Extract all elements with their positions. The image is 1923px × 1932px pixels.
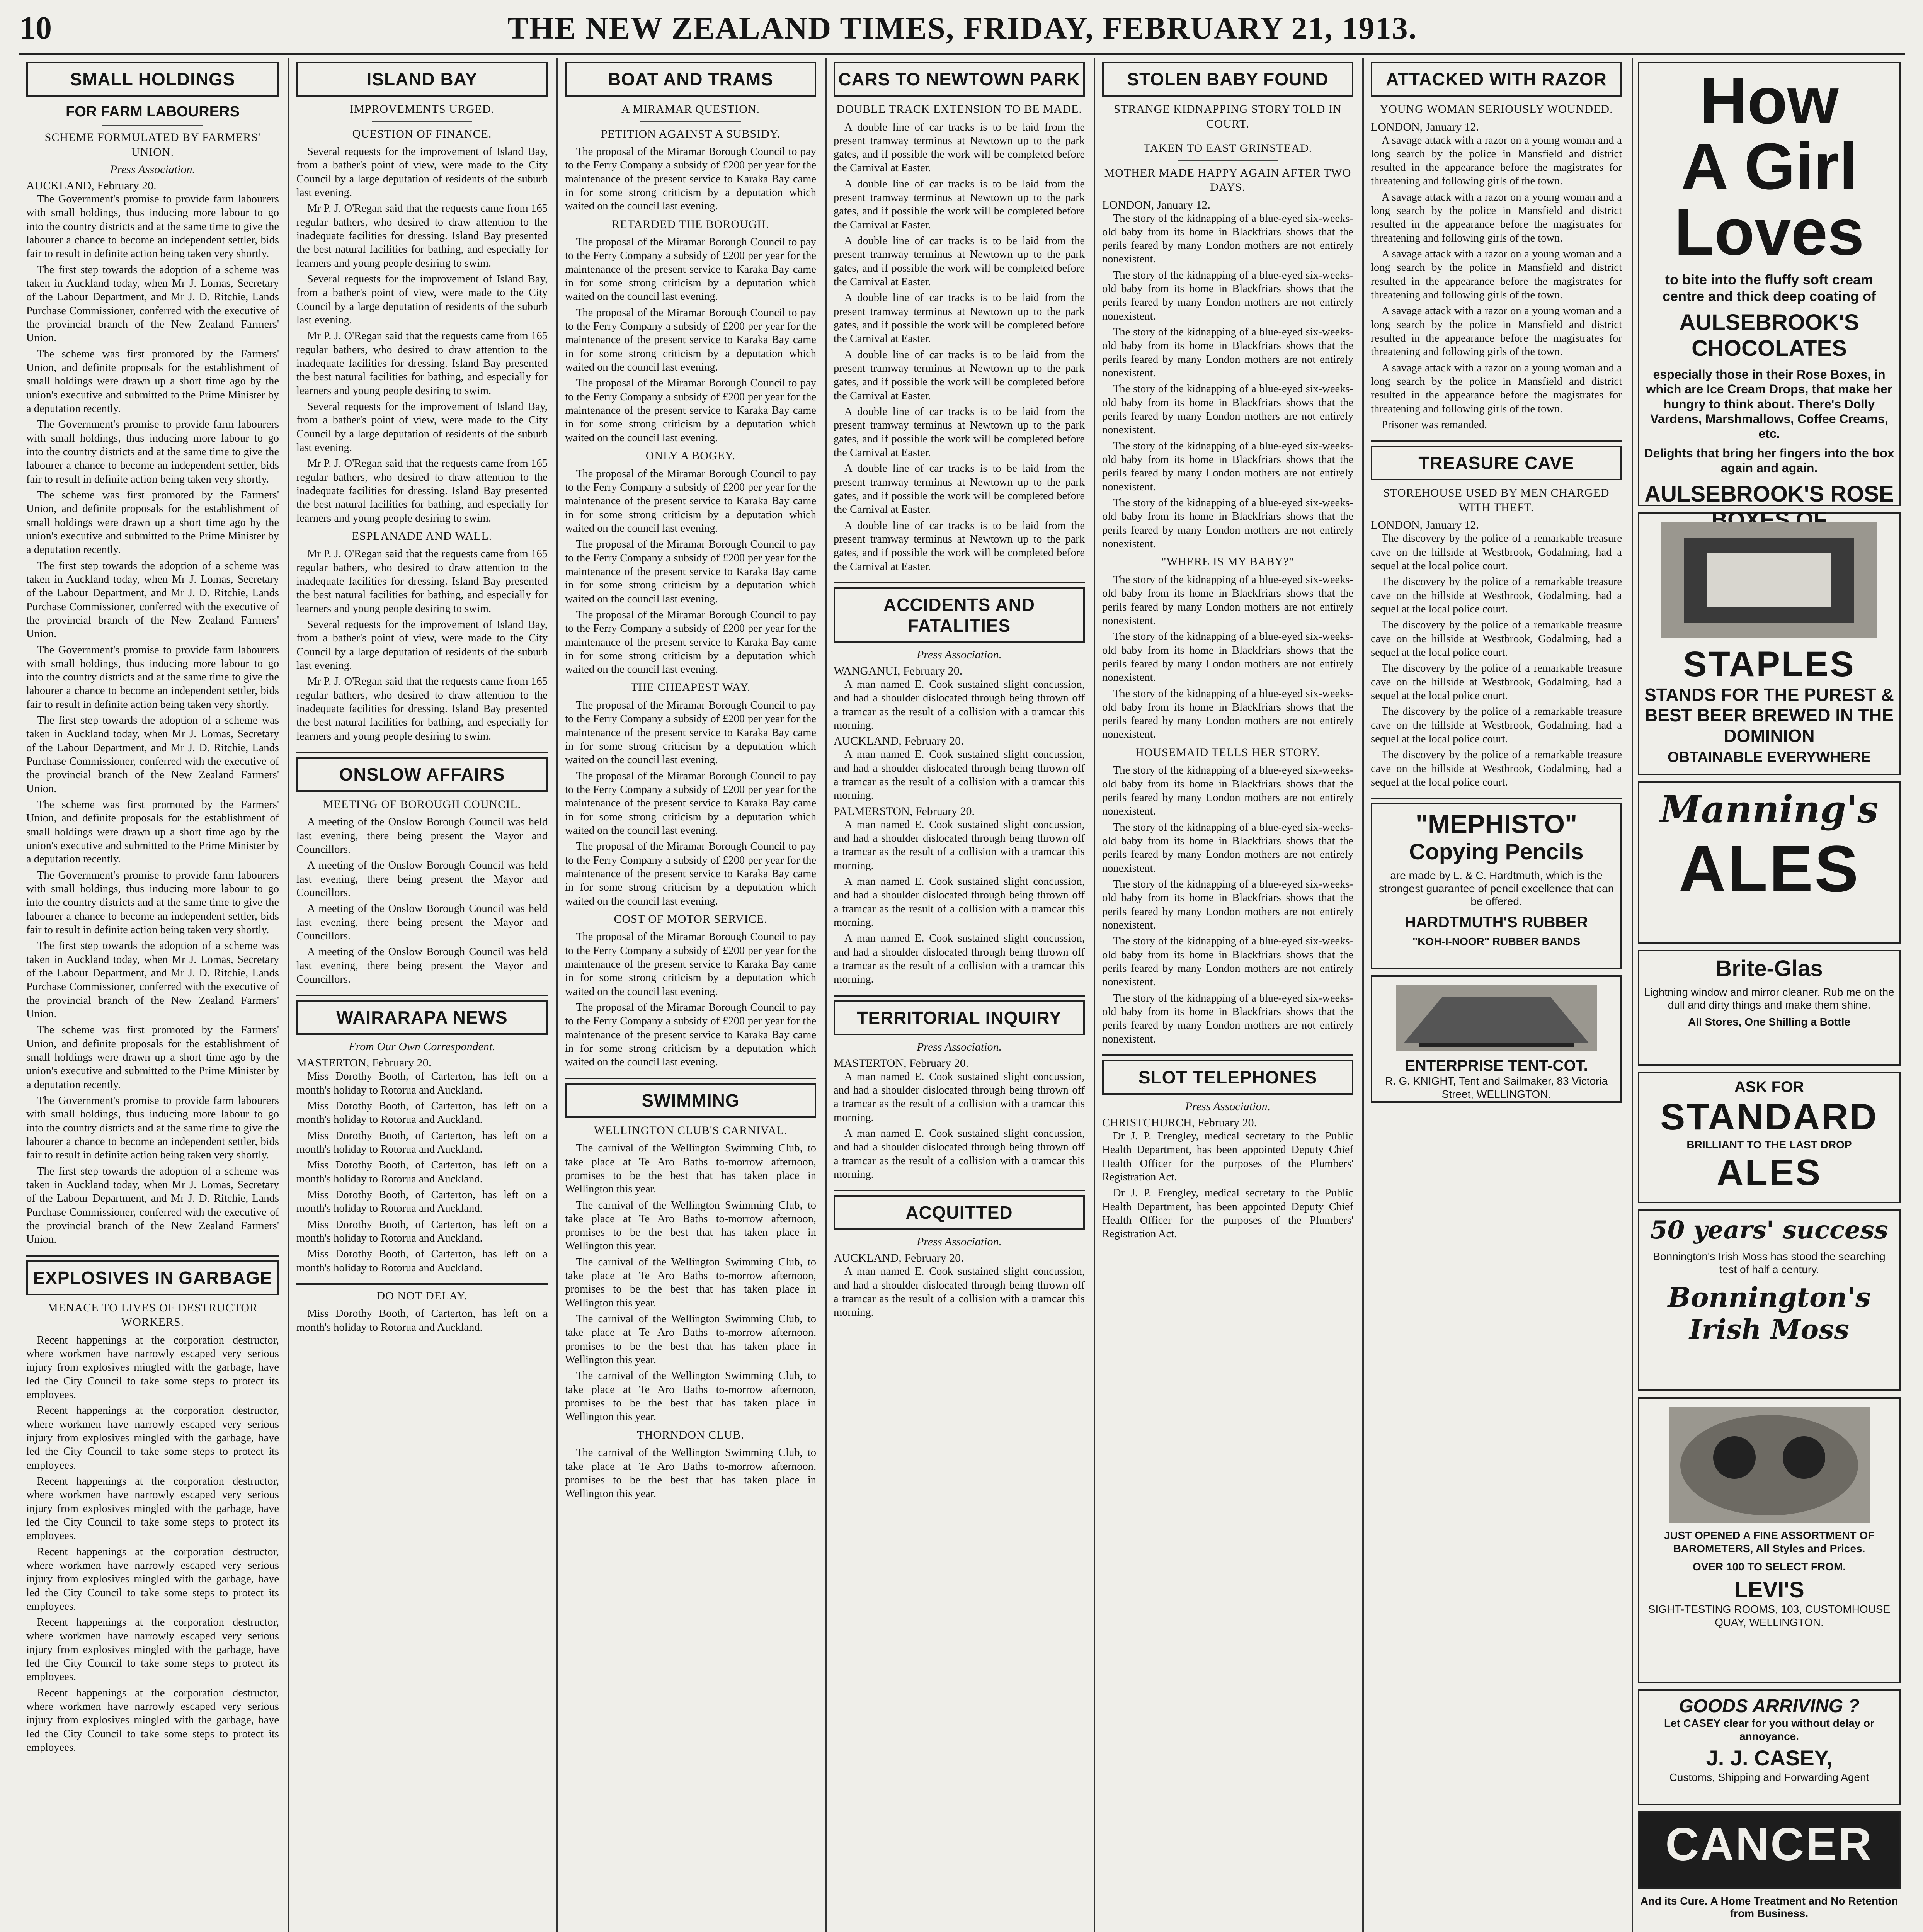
byline: Press Association. <box>916 1235 1002 1248</box>
article-deck: TAKEN TO EAST GRINSTEAD. <box>1143 142 1312 155</box>
ad-brand: STAPLES <box>1683 645 1855 684</box>
face-illustration <box>1669 1407 1870 1523</box>
paragraph: Recent happenings at the corporation destructor, where workmen have narrowly escaped very serious injury from explosives mingled with the garbage, have led the City Council to take some steps to protect its employees. <box>26 1405 279 1471</box>
paragraph: The story of the kidnapping of a blue-eyed six-weeks-old baby from its home in Blackfriars shows that the perils feared by many London mothers are not entirely nonexistent. <box>1102 992 1353 1045</box>
paragraph: The discovery by the police of a remarkable treasure cave on the hillside at Westbrook, Godalming, had a sequel at the local police court. <box>1371 532 1622 572</box>
section-divider <box>296 995 548 996</box>
paragraph: Miss Dorothy Booth, of Carterton, has left on a month's holiday to Rotorua and Auckland. <box>296 1308 548 1333</box>
paragraph: The story of the kidnapping of a blue-eyed six-weeks-old baby from its home in Blackfriars shows that the perils feared by many London mothers are not entirely nonexistent. <box>1102 878 1353 931</box>
paragraph: Recent happenings at the corporation destructor, where workmen have narrowly escaped very serious injury from explosives mingled with the garbage, have led the City Council to take some steps to protect its employees. <box>26 1475 279 1542</box>
paragraph: A man named E. Cook sustained slight concussion, and had a shoulder dislocated through being thrown off a tramcar as the result of a collision with a tramcar this morning. <box>834 1127 1085 1180</box>
paragraph: Dr J. P. Frengley, medical secretary to the Public Health Department, has been appointed Deputy Chief Health Officer for the purposes of the Plumbers' Registration Act. <box>1102 1130 1353 1183</box>
paragraph: A man named E. Cook sustained slight concussion, and had a shoulder dislocated through being thrown off a tramcar as the result of a collision with a tramcar this morning. <box>834 1070 1085 1124</box>
ad-brand: LEVI'S <box>1734 1577 1804 1602</box>
dateline: MASTERTON, February 20. <box>834 1056 969 1070</box>
ad-text: OBTAINABLE EVERYWHERE <box>1668 749 1871 765</box>
paragraph: The story of the kidnapping of a blue-eyed six-weeks-old baby from its home in Blackfriars shows that the perils feared by many London mothers are not entirely nonexistent. <box>1102 383 1353 436</box>
article-subhead: THORNDON CLUB. <box>637 1428 744 1441</box>
paragraph: The proposal of the Miramar Borough Council to pay to the Ferry Company a subsidy of £200 per year for the maintenance of the present service to Karaka Bay came in for some strong criticism by a deputation which waited on the council last evening. <box>565 236 816 303</box>
article-headline: ACCIDENTS AND FATALITIES <box>834 587 1085 643</box>
paragraph: The proposal of the Miramar Borough Council to pay to the Ferry Company a subsidy of £200 per year for the maintenance of the present service to Karaka Bay came in for some strong criticism by a deputation which waited on the council last evening. <box>565 770 816 837</box>
paragraph: A savage attack with a razor on a young woman and a long search by the police in Mansfield and district resulted in the appearance before the magistrates for threatening and following girls of the town. <box>1371 191 1622 244</box>
section-divider <box>834 995 1085 997</box>
section-divider <box>834 1190 1085 1191</box>
ad-text: STANDS FOR THE PUREST & BEST BEER BREWED IN THE DOMINION <box>1644 685 1894 746</box>
paragraph: A double line of car tracks is to be laid from the present tramway terminus at Newtown up to the park gates, and if possible the work will be completed before the Carnival at Easter. <box>834 235 1085 288</box>
ad-brand: AULSEBROOK'S ROSE BOXES OF <box>1644 481 1894 533</box>
paragraph: The story of the kidnapping of a blue-eyed six-weeks-old baby from its home in Blackfriars shows that the perils feared by many London mothers are not entirely nonexistent. <box>1102 440 1353 493</box>
dateline: WANGANUI, February 20. <box>834 665 963 677</box>
paragraph: The carnival of the Wellington Swimming Club, to take place at Te Aro Baths to-morrow afternoon, promises to be the best that has taken place in Wellington this year. <box>565 1142 816 1196</box>
ad-text: HARDTMUTH'S RUBBER <box>1405 913 1588 931</box>
ad-text: R. G. KNIGHT, Tent and Sailmaker, 83 Victoria Street, WELLINGTON. <box>1385 1075 1608 1100</box>
article-deck: IMPROVEMENTS URGED. <box>349 103 495 116</box>
paragraph: Several requests for the improvement of Island Bay, from a bather's point of view, were made to the City Council by a large deputation of residents of the suburb last evening. <box>296 400 548 454</box>
paragraph: The story of the kidnapping of a blue-eyed six-weeks-old baby from its home in Blackfriars shows that the perils feared by many London mothers are not entirely nonexistent. <box>1102 935 1353 988</box>
article-subhead: COST OF MOTOR SERVICE. <box>614 912 767 925</box>
article-headline: BOAT AND TRAMS <box>565 62 816 97</box>
article-subhead: DO NOT DELAY. <box>376 1289 468 1302</box>
paragraph: The proposal of the Miramar Borough Council to pay to the Ferry Company a subsidy of £200 per year for the maintenance of the present service to Karaka Bay came in for some strong criticism by a deputation which waited on the council last evening. <box>565 306 816 374</box>
section-divider <box>1102 1054 1353 1056</box>
section-divider <box>26 1255 279 1257</box>
ad-product: ALES <box>1716 1151 1822 1193</box>
article-subhead: THE CHEAPEST WAY. <box>630 681 751 694</box>
paragraph: Recent happenings at the corporation destructor, where workmen have narrowly escaped very serious injury from explosives mingled with the garbage, have led the City Council to take some steps to protect its employees. <box>26 1687 279 1754</box>
divider <box>102 125 203 126</box>
paragraph: The story of the kidnapping of a blue-eyed six-weeks-old baby from its home in Blackfriars shows that the perils feared by many London mothers are not entirely nonexistent. <box>1102 269 1353 322</box>
dateline: AUCKLAND, February 20. <box>834 1252 964 1265</box>
article-headline: CARS TO NEWTOWN PARK <box>834 62 1085 97</box>
ad-text: BRILLIANT TO THE LAST DROP <box>1686 1139 1852 1151</box>
article-deck: A MIRAMAR QUESTION. <box>621 103 760 116</box>
article-headline: ATTACKED WITH RAZOR <box>1371 62 1622 97</box>
paragraph: Miss Dorothy Booth, of Carterton, has left on a month's holiday to Rotorua and Auckland. <box>296 1248 548 1274</box>
ad-product: ALES <box>1678 832 1860 906</box>
article-subhead: RETARDED THE BOROUGH. <box>612 218 769 231</box>
ad-text: SIGHT-TESTING ROOMS, 103, CUSTOMHOUSE QUAY, WELLINGTON. <box>1648 1603 1891 1629</box>
paragraph: A double line of car tracks is to be laid from the present tramway terminus at Newtown up to the park gates, and if possible the work will be completed before the Carnival at Easter. <box>834 121 1085 174</box>
paragraph: A double line of car tracks is to be laid from the present tramway terminus at Newtown up to the park gates, and if possible the work will be completed before the Carnival at Easter. <box>834 178 1085 231</box>
article-deck: QUESTION OF FINANCE. <box>352 127 492 140</box>
paragraph: The discovery by the police of a remarkable treasure cave on the hillside at Westbrook, Godalming, had a sequel at the local police court. <box>1371 619 1622 659</box>
ad-text: Let CASEY clear for you without delay or annoyance. <box>1664 1717 1875 1742</box>
paragraph: A savage attack with a razor on a young woman and a long search by the police in Mansfield and district resulted in the appearance before the magistrates for threatening and following girls of the town. <box>1371 305 1622 358</box>
article-deck: MENACE TO LIVES OF DESTRUCTOR WORKERS. <box>47 1301 258 1329</box>
ad-headline: CANCER <box>1665 1818 1873 1870</box>
ad-headline: A Girl <box>1681 130 1858 203</box>
ad-headline: How <box>1700 64 1839 138</box>
article-subhead: "WHERE IS MY BABY?" <box>1161 555 1294 568</box>
paragraph: The story of the kidnapping of a blue-eyed six-weeks-old baby from its home in Blackfriars shows that the perils feared by many London mothers are not entirely nonexistent. <box>1102 764 1353 818</box>
article-deck: PETITION AGAINST A SUBSIDY. <box>601 127 781 140</box>
tent-cot-illustration <box>1396 985 1597 1051</box>
paragraph: Several requests for the improvement of Island Bay, from a bather's point of view, were made to the City Council by a large deputation of residents of the suburb last evening. <box>296 619 548 672</box>
section-divider <box>296 1283 548 1285</box>
section-divider <box>834 582 1085 583</box>
ad-headline: 50 years' success <box>1650 1216 1888 1245</box>
paragraph: The proposal of the Miramar Borough Council to pay to the Ferry Company a subsidy of £200 per year for the maintenance of the present service to Karaka Bay came in for some strong criticism by a deputation which waited on the council last evening. <box>565 931 816 998</box>
byline: From Our Own Correspondent. <box>349 1040 495 1053</box>
article-deck: MEETING OF BOROUGH COUNCIL. <box>323 798 521 811</box>
ad-brand: J. J. CASEY, <box>1706 1746 1833 1770</box>
article-deck: STOREHOUSE USED BY MEN CHARGED WITH THEFT. <box>1383 486 1610 514</box>
paragraph: The Government's promise to provide farm labourers with small holdings, thus inducing more labour to go into the country districts and at the same time to give the labourer a chance to become an independent settler, bids fair to result in definite action being taken very shortly. <box>26 193 279 260</box>
byline: Press Association. <box>1185 1100 1270 1113</box>
ad-text: JUST OPENED A FINE ASSORTMENT OF BAROMETERS, All Styles and Prices. <box>1664 1529 1875 1554</box>
paragraph: A savage attack with a razor on a young woman and a long search by the police in Mansfield and district resulted in the appearance before the magistrates for threatening and following girls of the town. <box>1371 362 1622 415</box>
paragraph: A meeting of the Onslow Borough Council was held last evening, there being present the Mayor and Councillors. <box>296 816 548 856</box>
dateline: LONDON, January 12. <box>1371 120 1479 133</box>
article-headline: SMALL HOLDINGS <box>26 62 279 97</box>
article-subhead: ONLY A BOGEY. <box>645 449 736 463</box>
paragraph: A double line of car tracks is to be laid from the present tramway terminus at Newtown up to the park gates, and if possible the work will be completed before the Carnival at Easter. <box>834 292 1085 345</box>
paragraph: A meeting of the Onslow Borough Council was held last evening, there being present the Mayor and Councillors. <box>296 859 548 899</box>
article-headline: SLOT TELEPHONES <box>1102 1060 1353 1095</box>
advertisement-cancer-cure <box>1638 1811 1901 1889</box>
ad-text: to bite into the fluffy soft cream centre and thick deep coating of <box>1662 272 1876 304</box>
paragraph: The carnival of the Wellington Swimming Club, to take place at Te Aro Baths to-morrow afternoon, promises to be the best that has taken place in Wellington this year. <box>565 1256 816 1309</box>
advertisement-tent-cot <box>1371 975 1622 1103</box>
paragraph: The Government's promise to provide farm labourers with small holdings, thus inducing more labour to go into the country districts and at the same time to give the labourer a chance to become an independent settler, bids fair to result in definite action being taken very shortly. <box>26 869 279 936</box>
column-attacked-with-razor <box>1362 58 1629 1932</box>
article-headline: STOLEN BABY FOUND <box>1102 62 1353 97</box>
divider <box>640 121 741 122</box>
ad-headline: GOODS ARRIVING ? <box>1679 1696 1860 1716</box>
ad-brand: "MEPHISTO" <box>1415 810 1578 839</box>
paragraph: A meeting of the Onslow Borough Council was held last evening, there being present the Mayor and Councillors. <box>296 903 548 942</box>
paragraph: Prisoner was remanded. <box>1382 419 1487 431</box>
paragraph: Mr P. J. O'Regan said that the requests came from 165 regular bathers, who desired to draw attention to the inadequate facilities for dressing. Island Bay presented the best natural facilities for bathing, and especially for learners and young people desiring to swim. <box>296 202 548 269</box>
paragraph: The Government's promise to provide farm labourers with small holdings, thus inducing more labour to go into the country districts and at the same time to give the labourer a chance to become an independent settler, bids fair to result in definite action being taken very shortly. <box>26 644 279 711</box>
ad-text: All Stores, One Shilling a Bottle <box>1688 1015 1851 1028</box>
paragraph: Miss Dorothy Booth, of Carterton, has left on a month's holiday to Rotorua and Auckland. <box>296 1070 548 1096</box>
dateline: LONDON, January 12. <box>1371 519 1479 532</box>
advertisements-column <box>1632 58 1905 1932</box>
paragraph: The proposal of the Miramar Borough Council to pay to the Ferry Company a subsidy of £200 per year for the maintenance of the present service to Karaka Bay came in for some strong criticism by a deputation which waited on the council last evening. <box>565 468 816 534</box>
ad-text: OVER 100 TO SELECT FROM. <box>1692 1561 1846 1573</box>
article-deck: STRANGE KIDNAPPING STORY TOLD IN COURT. <box>1114 103 1342 130</box>
paragraph: The carnival of the Wellington Swimming Club, to take place at Te Aro Baths to-morrow afternoon, promises to be the best that has taken place in Wellington this year. <box>565 1313 816 1366</box>
article-headline: ONSLOW AFFAIRS <box>296 757 548 792</box>
paragraph: The scheme was first promoted by the Farmers' Union, and definite proposals for the establishment of small holdings were drawn up a short time ago by the union's executive and submitted to the Prime Minister by a deputation recently. <box>26 348 279 415</box>
ad-brand: Bonnington's Irish Moss <box>1668 1281 1871 1346</box>
advertisement-levis-barometers <box>1638 1397 1901 1683</box>
column-stolen-baby-found <box>1094 58 1360 1932</box>
paragraph: The proposal of the Miramar Borough Council to pay to the Ferry Company a subsidy of £200 per year for the maintenance of the present service to Karaka Bay came in for some strong criticism by a deputation which waited on the council last evening. <box>565 538 816 605</box>
article-headline: EXPLOSIVES IN GARBAGE <box>26 1260 279 1295</box>
paragraph: Several requests for the improvement of Island Bay, from a bather's point of view, were made to the City Council by a large deputation of residents of the suburb last evening. <box>296 146 548 199</box>
article-subhead: FOR FARM LABOURERS <box>66 104 240 120</box>
paragraph: A man named E. Cook sustained slight concussion, and had a shoulder dislocated through being thrown off a tramcar as the result of a collision with a tramcar this morning. <box>834 1265 1085 1319</box>
article-deck: YOUNG WOMAN SERIOUSLY WOUNDED. <box>1380 103 1613 116</box>
article-subhead: ESPLANADE AND WALL. <box>352 529 492 543</box>
paragraph: Mr P. J. O'Regan said that the requests came from 165 regular bathers, who desired to draw attention to the inadequate facilities for dressing. Island Bay presented the best natural facilities for bathing, and especially for learners and young people desiring to swim. <box>296 330 548 397</box>
dateline: AUCKLAND, February 20. <box>26 179 157 192</box>
advertisement-bonningtons-irish-moss <box>1638 1209 1901 1391</box>
ad-brand: Manning's <box>1660 787 1879 831</box>
article-headline: WAIRARAPA NEWS <box>296 1000 548 1035</box>
paragraph: The carnival of the Wellington Swimming Club, to take place at Te Aro Baths to-morrow afternoon, promises to be the best that has taken place in Wellington this year. <box>565 1199 816 1252</box>
newspaper-title: THE NEW ZEALAND TIMES, FRIDAY, FEBRUARY 21, 1913. <box>507 10 1418 46</box>
column-cars-to-newtown-park <box>825 58 1092 1932</box>
ad-text: ENTERPRISE TENT-COT. <box>1405 1057 1588 1075</box>
paragraph: The proposal of the Miramar Borough Council to pay to the Ferry Company a subsidy of £200 per year for the maintenance of the present service to Karaka Bay came in for some strong criticism by a deputation which waited on the council last evening. <box>565 1002 816 1068</box>
paragraph: Recent happenings at the corporation destructor, where workmen have narrowly escaped very serious injury from explosives mingled with the garbage, have led the City Council to take some steps to protect its employees. <box>26 1334 279 1401</box>
byline: Press Association. <box>916 1040 1002 1053</box>
paragraph: The discovery by the police of a remarkable treasure cave on the hillside at Westbrook, Godalming, had a sequel at the local police court. <box>1371 749 1622 788</box>
paragraph: Mr P. J. O'Regan said that the requests came from 165 regular bathers, who desired to draw attention to the inadequate facilities for dressing. Island Bay presented the best natural facilities for bathing, and especially for learners and young people desiring to swim. <box>296 457 548 524</box>
paragraph: The first step towards the adoption of a scheme was taken in Auckland today, when Mr J. Lomas, Secretary of the Labour Department, and Mr J. D. Ritchie, Lands Purchase Commissioner, conferred with the executive of the provincial branch of the New Zealand Farmers' Union. <box>26 714 279 795</box>
paragraph: A man named E. Cook sustained slight concussion, and had a shoulder dislocated through being thrown off a tramcar as the result of a collision with a tramcar this morning. <box>834 748 1085 802</box>
dateline: LONDON, January 12. <box>1102 198 1210 211</box>
paragraph: Recent happenings at the corporation destructor, where workmen have narrowly escaped very serious injury from explosives mingled with the garbage, have led the City Council to take some steps to protect its employees. <box>26 1546 279 1612</box>
advertisement-standard-ales <box>1638 1072 1901 1203</box>
ad-text: especially those in their Rose Boxes, in which are Ice Cream Drops, that make her hungry to think about. There's Dolly Vardens, Marshmallows, Coffee Creams, etc. <box>1646 367 1892 441</box>
article-headline: TERRITORIAL INQUIRY <box>834 1000 1085 1035</box>
advertisement-brite-glas <box>1638 950 1901 1066</box>
staples-beer-illustration <box>1661 522 1877 638</box>
paragraph: Mr P. J. O'Regan said that the requests came from 165 regular bathers, who desired to draw attention to the inadequate facilities for dressing. Island Bay presented the best natural facilities for bathing, and especially for learners and young people desiring to swim. <box>296 548 548 615</box>
article-deck: DOUBLE TRACK EXTENSION TO BE MADE. <box>836 103 1082 116</box>
ad-text: are made by L. & C. Hardtmuth, which is the strongest guarantee of pencil excellence that can be offered. <box>1378 869 1614 908</box>
paragraph: The Government's promise to provide farm labourers with small holdings, thus inducing more labour to go into the country districts and at the same time to give the labourer a chance to become an independent settler, bids fair to result in definite action being taken very shortly. <box>26 1095 279 1162</box>
article-subhead: HOUSEMAID TELLS HER STORY. <box>1135 746 1320 759</box>
paragraph: The scheme was first promoted by the Farmers' Union, and definite proposals for the establishment of small holdings were drawn up a short time ago by the union's executive and submitted to the Prime Minister by a deputation recently. <box>26 799 279 866</box>
ad-text: Delights that bring her fingers into the box again and again. <box>1644 446 1894 475</box>
section-divider <box>296 752 548 753</box>
news-columns <box>19 58 1905 1932</box>
article-headline: ACQUITTED <box>834 1195 1085 1230</box>
paragraph: The scheme was first promoted by the Farmers' Union, and definite proposals for the establishment of small holdings were drawn up a short time ago by the union's executive and submitted to the Prime Minister by a deputation recently. <box>26 1024 279 1091</box>
paragraph: Miss Dorothy Booth, of Carterton, has left on a month's holiday to Rotorua and Auckland. <box>296 1218 548 1244</box>
advertisement-mannings-ales <box>1638 781 1901 944</box>
page-number: 10 <box>19 10 52 46</box>
paragraph: A man named E. Cook sustained slight concussion, and had a shoulder dislocated through being thrown off a tramcar as the result of a collision with a tramcar this morning. <box>834 932 1085 986</box>
ad-product: Copying Pencils <box>1409 839 1584 865</box>
paragraph: The proposal of the Miramar Borough Council to pay to the Ferry Company a subsidy of £200 per year for the maintenance of the present service to Karaka Bay came in for some strong criticism by a deputation which waited on the council last evening. <box>565 840 816 907</box>
dateline: AUCKLAND, February 20. <box>834 735 964 748</box>
paragraph: Dr J. P. Frengley, medical secretary to the Public Health Department, has been appointed Deputy Chief Health Officer for the purposes of the Plumbers' Registration Act. <box>1102 1187 1353 1240</box>
paragraph: A savage attack with a razor on a young woman and a long search by the police in Mansfield and district resulted in the appearance before the magistrates for threatening and following girls of the town. <box>1371 248 1622 301</box>
paragraph: The first step towards the adoption of a scheme was taken in Auckland today, when Mr J. Lomas, Secretary of the Labour Department, and Mr J. D. Ritchie, Lands Purchase Commissioner, conferred with the executive of the provincial branch of the New Zealand Farmers' Union. <box>26 940 279 1020</box>
paragraph: Miss Dorothy Booth, of Carterton, has left on a month's holiday to Rotorua and Auckland. <box>296 1100 548 1126</box>
paragraph: A man named E. Cook sustained slight concussion, and had a shoulder dislocated through being thrown off a tramcar as the result of a collision with a tramcar this morning. <box>834 818 1085 872</box>
ad-text: Customs, Shipping and Forwarding Agent <box>1669 1771 1869 1783</box>
article-deck: MOTHER MADE HAPPY AGAIN AFTER TWO DAYS. <box>1104 166 1351 194</box>
paragraph: Miss Dorothy Booth, of Carterton, has left on a month's holiday to Rotorua and Auckland. <box>296 1129 548 1156</box>
section-divider <box>565 1078 816 1079</box>
ad-text: And its Cure. A Home Treatment and No Retention from Business. <box>1640 1895 1898 1919</box>
paragraph: The Government's promise to provide farm labourers with small holdings, thus inducing more labour to go into the country districts and at the same time to give the labourer a chance to become an independent settler, bids fair to result in definite action being taken very shortly. <box>26 418 279 485</box>
paragraph: The carnival of the Wellington Swimming Club, to take place at Te Aro Baths to-morrow afternoon, promises to be the best that has taken place in Wellington this year. <box>565 1370 816 1423</box>
paragraph: The proposal of the Miramar Borough Council to pay to the Ferry Company a subsidy of £200 per year for the maintenance of the present service to Karaka Bay came in for some strong criticism by a deputation which waited on the council last evening. <box>565 699 816 766</box>
paragraph: The story of the kidnapping of a blue-eyed six-weeks-old baby from its home in Blackfriars shows that the perils feared by many London mothers are not entirely nonexistent. <box>1102 821 1353 874</box>
paragraph: The story of the kidnapping of a blue-eyed six-weeks-old baby from its home in Blackfriars shows that the perils feared by many London mothers are not entirely nonexistent. <box>1102 326 1353 379</box>
paragraph: Recent happenings at the corporation destructor, where workmen have narrowly escaped very serious injury from explosives mingled with the garbage, have led the City Council to take some steps to protect its employees. <box>26 1616 279 1683</box>
paragraph: Several requests for the improvement of Island Bay, from a bather's point of view, were made to the City Council by a large deputation of residents of the suburb last evening. <box>296 273 548 326</box>
byline: Press Association. <box>916 648 1002 661</box>
advertisement-casey-customs-agent <box>1638 1689 1901 1805</box>
divider <box>1178 160 1278 161</box>
dateline: CHRISTCHURCH, February 20. <box>1102 1116 1257 1129</box>
paragraph: The story of the kidnapping of a blue-eyed six-weeks-old baby from its home in Blackfriars shows that the perils feared by many London mothers are not entirely nonexistent. <box>1102 497 1353 550</box>
paragraph: The proposal of the Miramar Borough Council to pay to the Ferry Company a subsidy of £200 per year for the maintenance of the present service to Karaka Bay came in for some strong criticism by a deputation which waited on the council last evening. <box>565 146 816 213</box>
article-headline: SWIMMING <box>565 1083 816 1118</box>
ad-headline: Loves <box>1674 196 1864 269</box>
byline: Press Association. <box>110 163 195 176</box>
section-divider <box>1371 798 1622 799</box>
masthead <box>19 7 1905 55</box>
column-island-bay <box>288 58 555 1932</box>
paragraph: The carnival of the Wellington Swimming Club, to take place at Te Aro Baths to-morrow afternoon, promises to be the best that has taken place in Wellington this year. <box>565 1447 816 1500</box>
paragraph: The discovery by the police of a remarkable treasure cave on the hillside at Westbrook, Godalming, had a sequel at the local police court. <box>1371 576 1622 616</box>
paragraph: A savage attack with a razor on a young woman and a long search by the police in Mansfield and district resulted in the appearance before the magistrates for threatening and following girls of the town. <box>1371 134 1622 187</box>
ad-brand: STANDARD <box>1660 1096 1878 1138</box>
paragraph: Miss Dorothy Booth, of Carterton, has left on a month's holiday to Rotorua and Auckland. <box>296 1159 548 1185</box>
paragraph: The scheme was first promoted by the Farmers' Union, and definite proposals for the establishment of small holdings were drawn up a short time ago by the union's executive and submitted to the Prime Minister by a deputation recently. <box>26 489 279 556</box>
paragraph: Mr P. J. O'Regan said that the requests came from 165 regular bathers, who desired to draw attention to the inadequate facilities for dressing. Island Bay presented the best natural facilities for bathing, and especially for learners and young people desiring to swim. <box>296 675 548 742</box>
advertisement-aulsebrooks <box>1638 62 1901 533</box>
paragraph: A double line of car tracks is to be laid from the present tramway terminus at Newtown up to the park gates, and if possible the work will be completed before the Carnival at Easter. <box>834 519 1085 573</box>
ad-brand: Brite-Glas <box>1715 956 1823 981</box>
paragraph: The story of the kidnapping of a blue-eyed six-weeks-old baby from its home in Blackfriars shows that the perils feared by many London mothers are not entirely nonexistent. <box>1102 573 1353 627</box>
paragraph: A meeting of the Onslow Borough Council was held last evening, there being present the Mayor and Councillors. <box>296 946 548 986</box>
article-headline: TREASURE CAVE <box>1371 446 1622 480</box>
article-headline: ISLAND BAY <box>296 62 548 97</box>
ad-text: Lightning window and mirror cleaner. Rub me on the dull and dirty things and make them shine. <box>1644 986 1894 1011</box>
paragraph: A double line of car tracks is to be laid from the present tramway terminus at Newtown up to the park gates, and if possible the work will be completed before the Carnival at Easter. <box>834 463 1085 516</box>
paragraph: Miss Dorothy Booth, of Carterton, has left on a month's holiday to Rotorua and Auckland. <box>296 1189 548 1215</box>
column-boat-and-trams <box>556 58 823 1932</box>
paragraph: The proposal of the Miramar Borough Council to pay to the Ferry Company a subsidy of £200 per year for the maintenance of the present service to Karaka Bay came in for some strong criticism by a deputation which waited on the council last evening. <box>565 609 816 676</box>
article-deck: SCHEME FORMULATED BY FARMERS' UNION. <box>44 131 261 158</box>
paragraph: The first step towards the adoption of a scheme was taken in Auckland today, when Mr J. Lomas, Secretary of the Labour Department, and Mr J. D. Ritchie, Lands Purchase Commissioner, conferred with the executive of the provincial branch of the New Zealand Farmers' Union. <box>26 264 279 344</box>
column-small-holdings <box>19 58 286 1932</box>
dateline: MASTERTON, February 20. <box>296 1056 432 1070</box>
paragraph: The story of the kidnapping of a blue-eyed six-weeks-old baby from its home in Blackfriars shows that the perils feared by many London mothers are not entirely nonexistent. <box>1102 687 1353 741</box>
ad-text: "KOH-I-NOOR" RUBBER BANDS <box>1412 935 1581 947</box>
ad-text: Bonnington's Irish Moss has stood the searching test of half a century. <box>1653 1250 1886 1276</box>
paragraph: The story of the kidnapping of a blue-eyed six-weeks-old baby from its home in Blackfriars shows that the perils feared by many London mothers are not entirely nonexistent. <box>1102 212 1353 265</box>
paragraph: A man named E. Cook sustained slight concussion, and had a shoulder dislocated through being thrown off a tramcar as the result of a collision with a tramcar this morning. <box>834 875 1085 929</box>
paragraph: The first step towards the adoption of a scheme was taken in Auckland today, when Mr J. Lomas, Secretary of the Labour Department, and Mr J. D. Ritchie, Lands Purchase Commissioner, conferred with the executive of the provincial branch of the New Zealand Farmers' Union. <box>26 1165 279 1246</box>
paragraph: A man named E. Cook sustained slight concussion, and had a shoulder dislocated through being thrown off a tramcar as the result of a collision with a tramcar this morning. <box>834 679 1085 731</box>
ad-brand: AULSEBROOK'S CHOCOLATES <box>1679 310 1859 361</box>
paragraph: A double line of car tracks is to be laid from the present tramway terminus at Newtown up to the park gates, and if possible the work will be completed before the Carnival at Easter. <box>834 349 1085 402</box>
paragraph: A double line of car tracks is to be laid from the present tramway terminus at Newtown up to the park gates, and if possible the work will be completed before the Carnival at Easter. <box>834 406 1085 459</box>
paragraph: The first step towards the adoption of a scheme was taken in Auckland today, when Mr J. Lomas, Secretary of the Labour Department, and Mr J. D. Ritchie, Lands Purchase Commissioner, conferred with the executive of the provincial branch of the New Zealand Farmers' Union. <box>26 560 279 640</box>
advertisement-mephisto-pencils <box>1371 803 1622 969</box>
article-deck: WELLINGTON CLUB'S CARNIVAL. <box>594 1124 788 1137</box>
paragraph: The story of the kidnapping of a blue-eyed six-weeks-old baby from its home in Blackfriars shows that the perils feared by many London mothers are not entirely nonexistent. <box>1102 631 1353 684</box>
dateline: PALMERSTON, February 20. <box>834 804 975 818</box>
divider <box>372 121 472 122</box>
paragraph: The proposal of the Miramar Borough Council to pay to the Ferry Company a subsidy of £200 per year for the maintenance of the present service to Karaka Bay came in for some strong criticism by a deputation which waited on the council last evening. <box>565 377 816 444</box>
advertisement-staples <box>1638 512 1901 775</box>
ad-text: ASK FOR <box>1734 1078 1804 1095</box>
section-divider <box>1371 440 1622 442</box>
paragraph: The discovery by the police of a remarkable treasure cave on the hillside at Westbrook, Godalming, had a sequel at the local police court. <box>1371 706 1622 745</box>
paragraph: The discovery by the police of a remarkable treasure cave on the hillside at Westbrook, Godalming, had a sequel at the local police court. <box>1371 662 1622 702</box>
